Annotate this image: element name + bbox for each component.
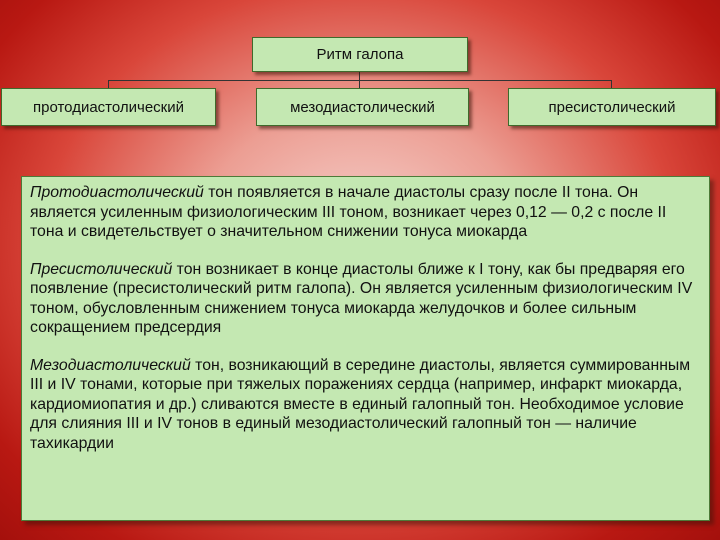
child-node-presystolic: пресистолический (508, 88, 716, 126)
child-node-mesodiastolic: мезодиастолический (256, 88, 469, 126)
text-mesodiastolic: тон, возникающий в середине диастолы, является суммированным III и IV тонами, которые при тяжелых поражениях сердца (например, инфаркт миокарда, кардиомиопатия и др.) сливаются вместе в единый галопный тон. Необходимое условие для слияния III и IV тонов в единый мезодиастолический галопный тон — наличие тахикардии (30, 356, 691, 452)
connector-middle-drop (359, 80, 360, 88)
paragraph-protodiastolic (30, 183, 699, 242)
paragraph-presystolic (30, 260, 699, 338)
paragraph-mesodiastolic (30, 356, 699, 454)
connector-root-stem (359, 72, 360, 80)
text-protodiastolic: тон появляется в начале диастолы сразу после II тона. Он является усиленным физиологическим III тоном, возникает через 0,12 — 0,2 с после II тона и свидетельствует о значительном снижении тонуса миокарда (30, 184, 667, 240)
text-presystolic: тон возникает в конце диастолы ближе к I тону, как бы предваряя его появление (пресистолический ритм галопа). Он является усиленным физиологическим IV тоном, обусловленным снижением тонуса миокарда желудочков и более сильным сокращением предсердия (30, 260, 693, 336)
root-node-gallop-rhythm: Ритм галопа (252, 37, 468, 72)
term-presystolic: Пресистолический (30, 260, 173, 278)
connector-horizontal-bar (108, 80, 612, 81)
term-protodiastolic: Протодиастолический (30, 184, 204, 201)
connector-left-drop (108, 80, 109, 88)
connector-right-drop (611, 80, 612, 88)
term-mesodiastolic: Мезодиастолический (30, 356, 191, 374)
description-box (21, 176, 710, 521)
child-node-protodiastolic: протодиастолический (1, 88, 216, 126)
